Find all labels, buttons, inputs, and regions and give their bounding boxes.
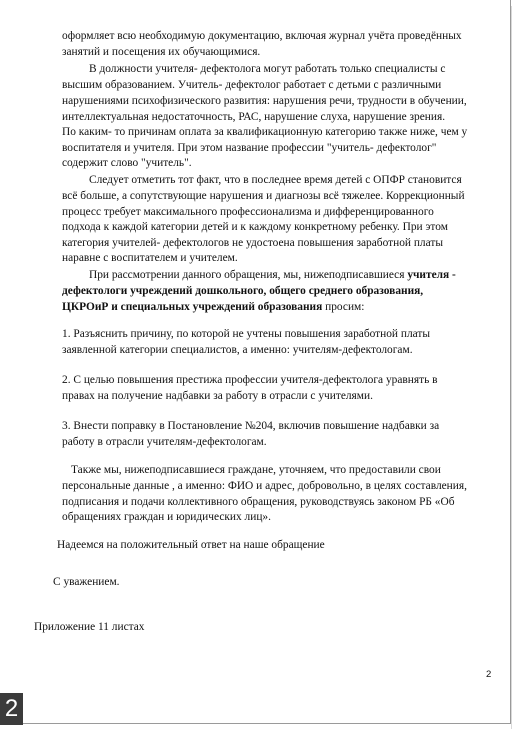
paragraph-line: наравне с воспитателем и учителем.	[62, 252, 238, 264]
paragraph-line: Следует отметить тот факт, что в последнее время детей с ОПФР становится	[89, 174, 462, 186]
list-item: 3. Внести поправку в Постановление №204, включив повышение надбавки за	[62, 420, 440, 432]
request-line	[62, 268, 512, 284]
closing-regards: С уважением.	[53, 576, 120, 588]
paragraph-line: подхода к каждой категории детей и к каждому конкретному ребенку. При этом	[62, 221, 448, 233]
list-item: правах на получение надбавки за работу в отрасли с учителями.	[62, 390, 373, 402]
closing-hope: Надеемся на положительный ответ на наше обращение	[57, 539, 325, 551]
list-item: 2. С целью повышения престижа профессии учителя-дефектолога уравнять в	[62, 374, 438, 386]
paragraph-line: нарушениями психофизического развития: нарушения речи, трудности в обучении,	[62, 95, 467, 107]
paragraph-line: Также мы, нижеподписавшиеся граждане, уточняем, что предоставили свои	[71, 464, 441, 476]
attachment-note: Приложение 11 листах	[34, 621, 145, 633]
paragraph-line: По каким- то причинам оплата за квалификационную категорию также ниже, чем у	[62, 126, 468, 138]
list-item: работу в отрасли учителям-дефектологам.	[62, 436, 267, 448]
request-text: просим:	[322, 301, 365, 313]
list-item: заявленной категории специалистов, а именно: учителям-дефектологам.	[62, 344, 413, 356]
paragraph-line: воспитателя и учителя. При этом название профессии "учитель- дефектолог"	[62, 142, 437, 154]
page-number: 2	[486, 669, 492, 680]
request-signatories: учителя -	[407, 269, 456, 281]
paragraph-line: обращениях граждан и юридических лиц».	[62, 511, 271, 523]
list-item: 1. Разъяснить причину, по которой не учтены повышения заработной платы	[62, 328, 431, 340]
paragraph-line: персональные данные , а именно: ФИО и адрес, добровольно, в целях составления,	[62, 480, 467, 492]
request-line	[62, 284, 502, 300]
paragraph-line: категория учителей- дефектологов не удостоена повышения заработной платы	[62, 237, 444, 249]
paragraph-line: оформляет всю необходимую документацию, включая журнал учёта проведённых	[62, 30, 462, 42]
paragraph-line: содержит слово "учитель".	[62, 157, 192, 169]
paragraph-line: интеллектуальная недостаточность, РАС, нарушение слуха, нарушение зрения.	[62, 111, 446, 123]
paragraph-line: всё больше, а сопутствующие нарушения и диагнозы всё тяжелее. Коррекционный	[62, 190, 465, 202]
page-thumbnail-badge[interactable]: 2	[0, 693, 23, 725]
paragraph-line: высшим образованием. Учитель- дефектолог работает с детьми с различными	[62, 79, 442, 91]
paragraph-line: процесс требует максимального профессионализма и дифференцированного	[62, 206, 434, 218]
paragraph-line: занятий и посещения их обучающимися.	[62, 46, 261, 58]
paragraph-line: подписания и подачи коллективного обращения, руководствуясь законом РБ «Об	[62, 496, 455, 508]
paragraph-line: В должности учителя- дефектолога могут работать только специалисты с	[89, 63, 446, 75]
request-text: При рассмотрении данного обращения, мы, нижеподписавшиеся	[89, 269, 408, 281]
request-signatories: дефектологи учреждений дошкольного, общего среднего образования,	[62, 285, 424, 297]
request-signatories: ЦКРОиР и специальных учреждений образования	[62, 301, 323, 313]
request-line	[62, 300, 502, 316]
